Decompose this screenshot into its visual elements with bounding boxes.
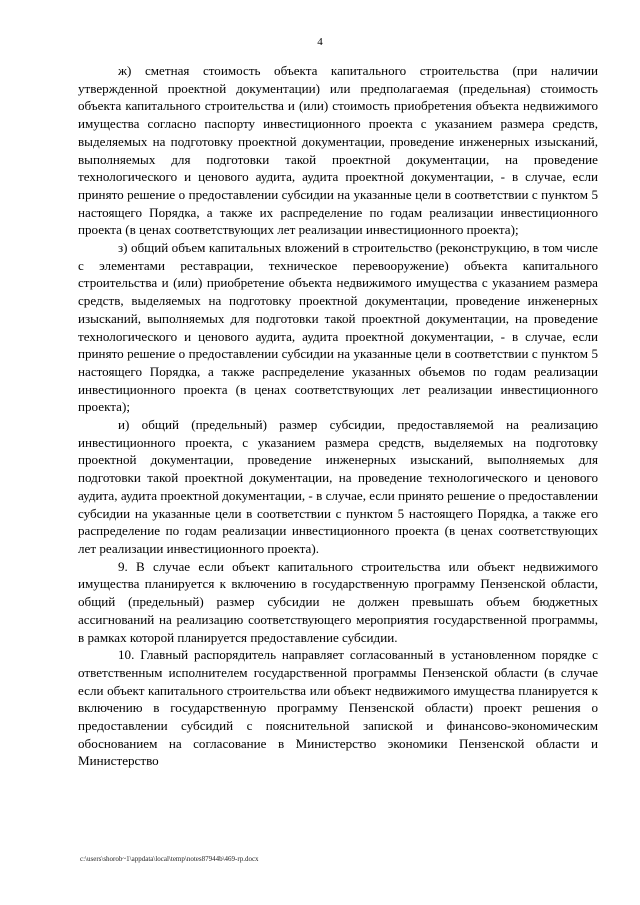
file-path-footer: c:\users\shorob~1\appdata\local\temp\notes87944b\469-rp.docx: [80, 855, 259, 863]
paragraph-10: 10. Главный распорядитель направляет согласованный в установленном порядке с ответственным исполнителем государственной программы Пензенской области (в случае если объект капитального строительства или объект недвижимого имущества планируется к включению в государственную программу Пензенской области) проект решения о предоставлении субсидий с пояснительной запиской и финансово-экономическим обоснованием на согласование в Министерство экономики Пензенской области и Министерство: [78, 647, 598, 769]
document-body: [78, 62, 598, 770]
paragraph-z: з) общий объем капитальных вложений в строительство (реконструкцию, в том числе с элементами реставрации, техническое перевооружение) объекта капитального строительства и (или) приобретение объекта недвижимого имущества с указанием размера средств, выделяемых на подготовку проектной документации, проведение инженерных изысканий, выполняемых для подготовки такой проектной документации, на проведение технологического и ценового аудита, аудита проектной документации, - в случае, если принято решение о предоставлении субсидии на указанные цели в соответствии с пунктом 5 настоящего Порядка, а также распределение указанных объемов по годам реализации инвестиционного проекта (в ценах соответствующих лет реализации инвестиционного проекта);: [78, 240, 598, 415]
paragraph-zh: ж) сметная стоимость объекта капитального строительства (при наличии утвержденной проектной документации) или предполагаемая (предельная) стоимость объекта капитального строительства и (или) стоимость приобретения объекта недвижимого имущества согласно паспорту инвестиционного проекта с указанием размера средств, выделяемых на подготовку проектной документации, проведение инженерных изысканий, выполняемых для подготовки такой проектной документации, на проведение технологического и ценового аудита, аудита проектной документации, - в случае, если принято решение о предоставлении субсидии на указанные цели в соответствии с пунктом 5 настоящего Порядка, а также их распределение по годам реализации инвестиционного проекта (в ценах соответствующих лет реализации инвестиционного проекта);: [78, 63, 598, 238]
page-number: 4: [317, 36, 323, 48]
paragraph-9: 9. В случае если объект капитального строительства или объект недвижимого имущества планируется к включению в государственную программу Пензенской области, общий (предельный) размер субсидии не должен превышать объем бюджетных ассигнований на реализацию соответствующего мероприятия государственной программы, в рамках которой планируется предоставление субсидии.: [78, 558, 598, 645]
paragraph-i: и) общий (предельный) размер субсидии, предоставляемой на реализацию инвестиционного проекта, с указанием размера средств, выделяемых на подготовку проектной документации, проведение инженерных изысканий, выполняемых для подготовки такой проектной документации, на проведение технологического и ценового аудита, аудита проектной документации, - в случае, если принято решение о предоставлении субсидии на указанные цели в соответствии с пунктом 5 настоящего Порядка, а также его распределение по годам реализации инвестиционного проекта (в ценах соответствующих лет реализации инвестиционного проекта).: [78, 417, 598, 556]
